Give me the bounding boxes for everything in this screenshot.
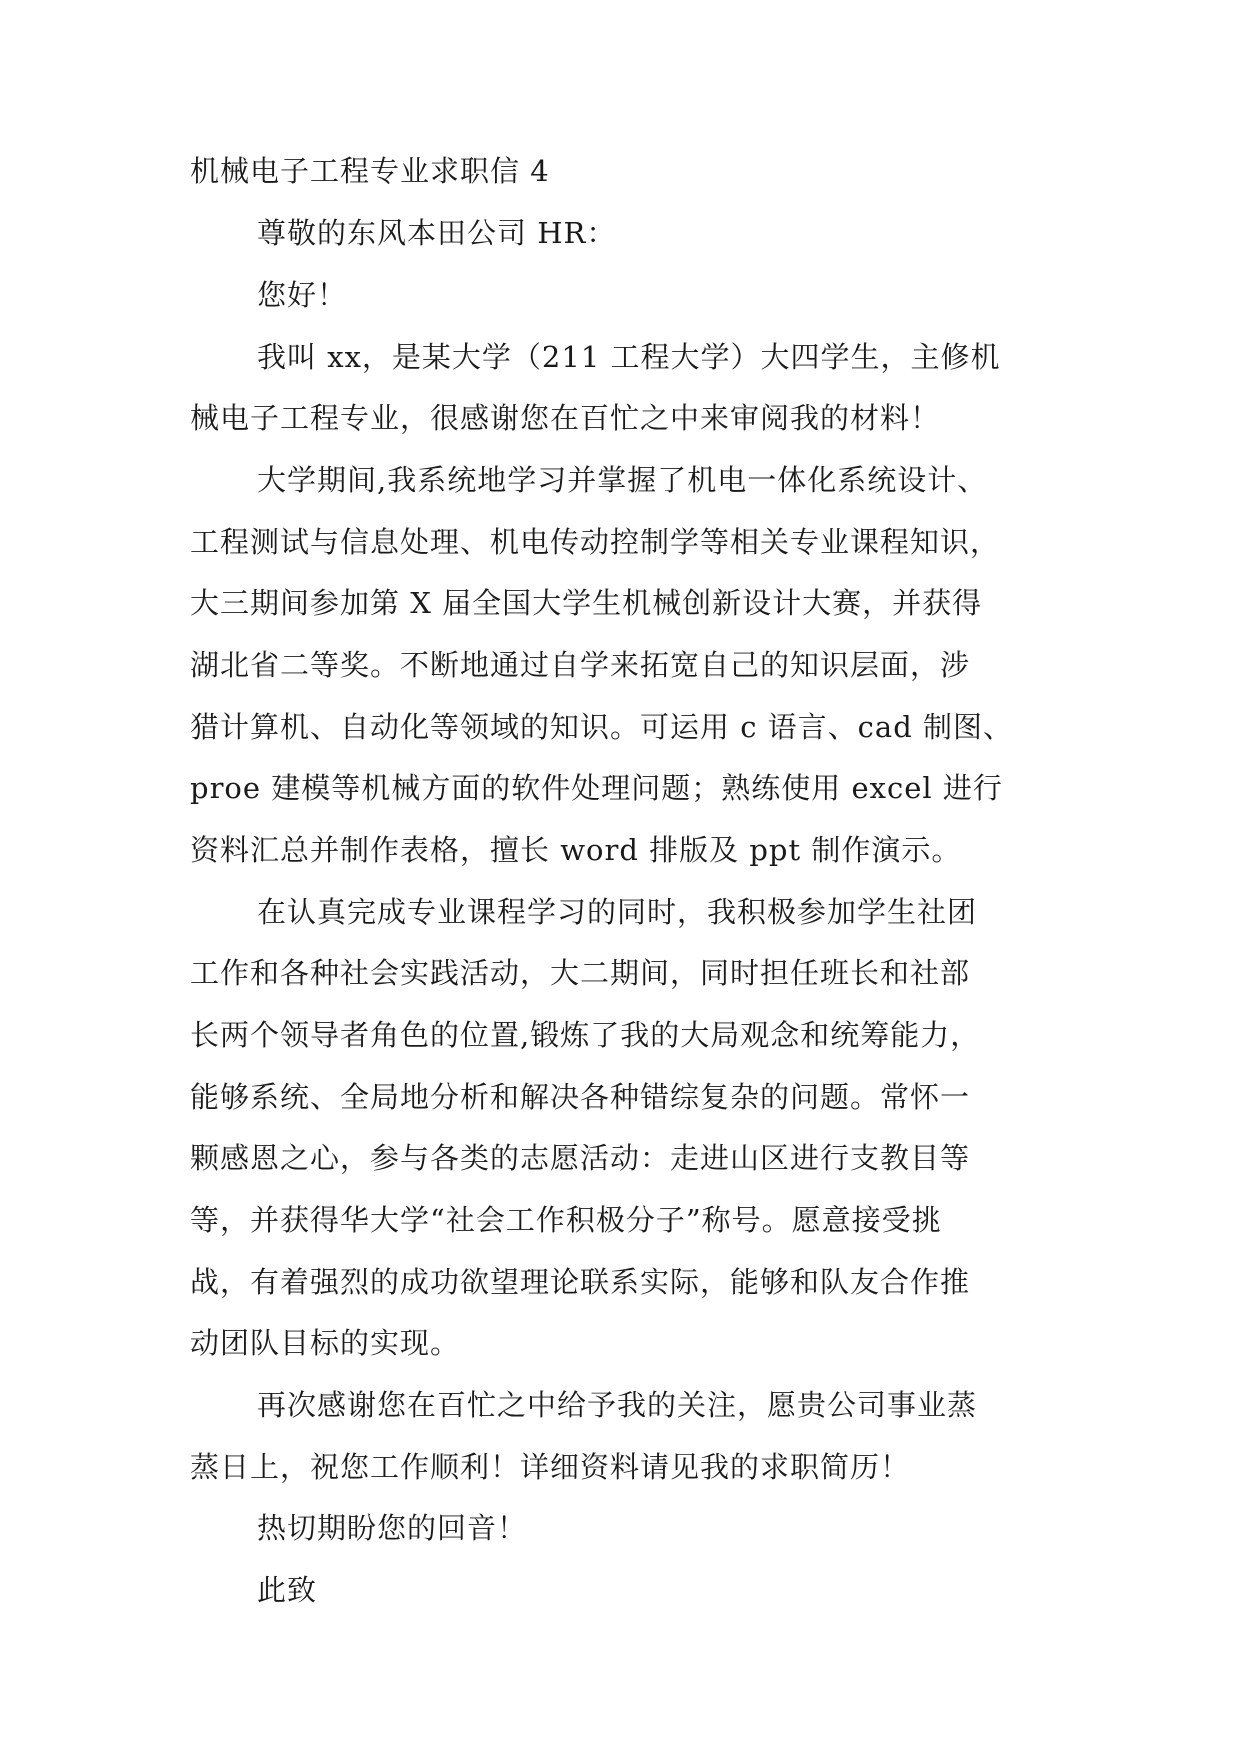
paragraph-line: 能够系统、全局地分析和解决各种错综复杂的问题。常怀一 [190, 1080, 971, 1114]
paragraph-line: 在认真完成专业课程学习的同时，我积极参加学生社团 [257, 895, 978, 929]
paragraph-line: 械电子工程专业，很感谢您在百忙之中来审阅我的材料！ [190, 401, 941, 435]
paragraph-line: 工作和各种社会实践活动，大二期间，同时担任班长和社部 [190, 956, 971, 990]
paragraph-line: 再次感谢您在百忙之中给予我的关注，愿贵公司事业蒸 [257, 1388, 978, 1422]
greeting-line: 您好！ [257, 278, 348, 312]
paragraph-line: proe 建模等机械方面的软件处理问题；熟练使用 excel 进行 [190, 771, 1003, 805]
paragraph-line: 等，并获得华大学“社会工作积极分子”称号。愿意接受挑 [190, 1203, 942, 1237]
closing-regards: 此致 [257, 1573, 318, 1607]
paragraph-line: 蒸日上，祝您工作顺利！详细资料请见我的求职简历！ [190, 1450, 911, 1484]
paragraph-line: 工程测试与信息处理、机电传动控制学等相关专业课程知识， [190, 525, 1001, 559]
paragraph-line: 战，有着强烈的成功欲望理论联系实际，能够和队友合作推 [190, 1265, 971, 1299]
paragraph-line: 猎计算机、自动化等领域的知识。可运用 c 语言、cad 制图、 [190, 710, 1013, 744]
paragraph-line: 湖北省二等奖。不断地通过自学来拓宽自己的知识层面，涉 [190, 648, 971, 682]
closing-line: 热切期盼您的回音！ [257, 1511, 528, 1545]
paragraph-line: 长两个领导者角色的位置,锻炼了我的大局观念和统筹能力， [190, 1018, 981, 1052]
document-title: 机械电子工程专业求职信 4 [190, 154, 550, 188]
paragraph-line: 颗感恩之心，参与各类的志愿活动：走进山区进行支教目等 [190, 1141, 971, 1175]
paragraph-line: 大三期间参加第 X 届全国大学生机械创新设计大赛，并获得 [190, 586, 983, 620]
paragraph-line: 我叫 xx，是某大学（211 工程大学）大四学生，主修机 [257, 340, 1001, 374]
paragraph-line: 大学期间,我系统地学习并掌握了机电一体化系统设计、 [257, 463, 988, 497]
salutation-line: 尊敬的东风本田公司 HR： [257, 216, 617, 250]
paragraph-line: 动团队目标的实现。 [190, 1326, 461, 1360]
paragraph-line: 资料汇总并制作表格，擅长 word 排版及 ppt 制作演示。 [190, 833, 962, 867]
